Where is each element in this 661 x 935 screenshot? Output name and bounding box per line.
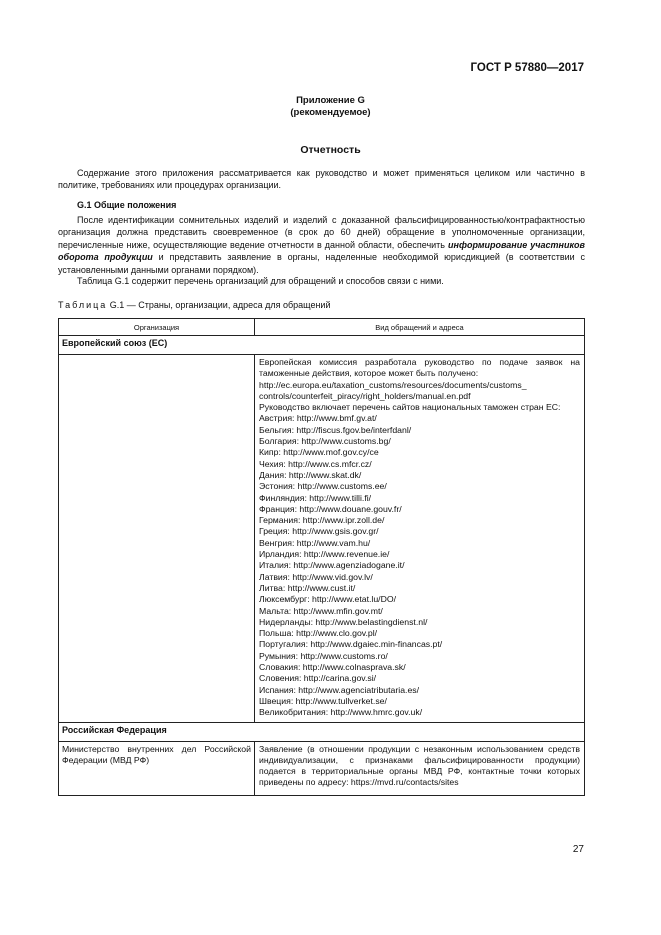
section-label-eu: Европейский союз (ЕС) [59,336,585,355]
eu-line: Франция: http://www.douane.gouv.fr/ [259,503,402,514]
col-header-addresses: Вид обращений и адреса [255,319,585,336]
ru-organization-cell: Министерство внутренних дел Российской Федерации (МВД РФ) [59,741,255,795]
subsection-heading: G.1 Общие положения [77,200,177,210]
annex-subtitle: (рекомендуемое) [290,107,371,118]
eu-line: Венгрия: http://www.vam.hu/ [259,537,371,548]
eu-line: Болгария: http://www.customs.bg/ [259,436,391,447]
ru-addresses-cell: Заявление (в отношении продукции с незаконным использованием средств индивидуализации, с признаками фальсифицированности продукции) подается в территориальные органы МВД РФ, контактные точки которых приведены по адресу: https://mvd.ru/contacts/sites [255,741,585,795]
eu-line: Эстония: http://www.customs.ee/ [259,481,387,492]
table-caption [58,300,330,310]
table-row-eu [59,355,585,723]
general-emphasis: информирование участников оборота продукции [58,239,585,263]
col-header-organization: Организация [59,319,255,336]
eu-line: Чехия: http://www.cs.mfcr.cz/ [259,458,372,469]
eu-line: Греция: http://www.gsis.gov.gr/ [259,526,379,537]
section-label-ru: Российская Федерация [59,722,585,741]
eu-organization-cell [59,355,255,723]
eu-line: Финляндия: http://www.tilli.fi/ [259,492,372,503]
general-text-2: и представить заявление в органы, наделенные необходимой юрисдикцией (в соответствии с установленными данными органами порядком). [58,252,585,275]
table-reference-paragraph [58,275,585,287]
eu-addresses-cell [255,355,585,723]
table-reference-text: Таблица G.1 содержит перечень организаций для обращений и способов связи с ними. [77,276,444,286]
table-caption-text: G.1 — Страны, организации, адреса для обращений [107,300,331,310]
section-title: Отчетность [300,144,361,156]
standard-number: ГОСТ Р 57880—2017 [470,62,584,74]
page-number: 27 [572,844,584,855]
eu-line: Руководство включает перечень сайтов национальных таможен стран ЕС: [259,402,561,413]
eu-line: Словакия: http://www.colnasprava.sk/ [259,662,406,673]
eu-line: Польша: http://www.clo.gov.pl/ [259,628,378,639]
table-row-ru [59,741,585,795]
general-paragraph [58,214,585,276]
eu-line: Кипр: http://www.mof.gov.cy/ce [259,447,379,458]
eu-line: Австрия: http://www.bmf.gv.at/ [259,413,377,424]
section-row-eu [59,336,585,355]
eu-line: controls/counterfeit_piracy/right_holders/manual.en.pdf [259,390,471,401]
eu-line: Нидерланды: http://www.belastingdienst.nl/ [259,616,428,627]
table-header-row [59,319,585,336]
eu-line: Латвия: http://www.vid.gov.lv/ [259,571,373,582]
annex-heading [0,95,661,119]
eu-line: http://ec.europa.eu/taxation_customs/resources/documents/customs_ [259,379,527,390]
general-text-1: После идентификации сомнительных изделий и изделий с доказанной фальсифицированностью/контрафактностью организация должна представить своевременное (в срок до 60 дней) обращение в уполномоченные организации, перечисленные ниже, осуществляющие ведение отчетности в данной области, обеспечить [58,215,585,250]
eu-line: Мальта: http://www.mfin.gov.mt/ [259,605,383,616]
section-row-ru [59,722,585,741]
contacts-table [58,318,585,796]
eu-line: Италия: http://www.agenziadogane.it/ [259,560,405,571]
eu-line: Бельгия: http://fiscus.fgov.be/interfdanl/ [259,424,412,435]
eu-line: Люксембург: http://www.etat.lu/DO/ [259,594,397,605]
eu-line: Литва: http://www.cust.it/ [259,582,356,593]
eu-line: Португалия: http://www.dgaiec.min-financas.pt/ [259,639,443,650]
eu-line: Румыния: http://www.customs.ro/ [259,650,388,661]
eu-line: Словения: http://carina.gov.si/ [259,673,377,684]
eu-line: Дания: http://www.skat.dk/ [259,469,362,480]
annex-title: Приложение G [296,95,365,106]
eu-line: Испания: http://www.agenciatributaria.es/ [259,684,420,695]
table-caption-prefix: Таблица [58,300,108,310]
eu-line: Германия: http://www.ipr.zoll.de/ [259,515,385,526]
eu-line: Великобритания: http://www.hmrc.gov.uk/ [259,707,423,718]
intro-paragraph [58,167,585,192]
eu-line: Ирландия: http://www.revenue.ie/ [259,549,390,560]
eu-line: Европейская комиссия разработала руководство по подаче заявок на таможенные действия, которое может быть получено: [259,357,580,379]
eu-line: Швеция: http://www.tullverket.se/ [259,695,387,706]
intro-text: Содержание этого приложения рассматривается как руководство и может применяться целиком или частично в политике, требованиях или процедурах организации. [58,168,585,191]
